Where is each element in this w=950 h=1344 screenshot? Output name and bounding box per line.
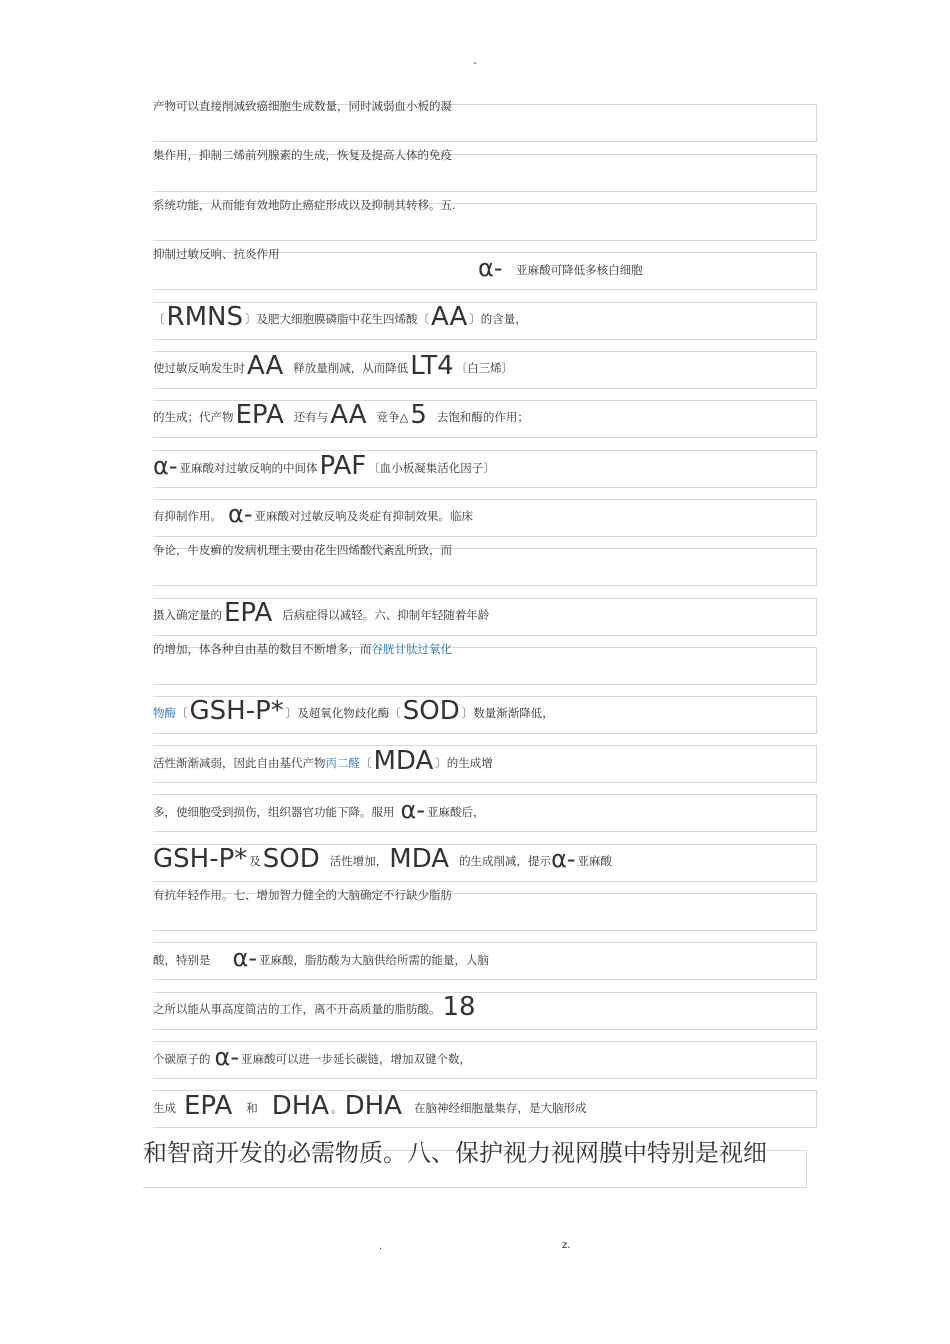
text-run: 及 [249,854,261,868]
text-run: 亚麻酸 [577,854,613,868]
term-lt4: LT4 [410,351,454,381]
alpha-symbol: α- [228,500,253,528]
text-run: 亚麻酸对过敏反响的中间体 [179,461,318,475]
text-run: 摄入确定量的 [153,608,222,622]
text-line [153,796,485,824]
text-line [153,500,473,528]
text-run: 亚麻酸对过敏反响及炎症有抑制效果。临床 [254,509,473,523]
term-epa: EPA [224,598,273,628]
term-aa: AA [330,400,367,430]
text-line [153,150,452,162]
text-run: 〔 [176,706,188,720]
text-run: 有抗年轻作用。七、增加智力健全的大脑确定不行缺少脂肪 [153,888,452,902]
footer-left-mark: . [379,1241,383,1252]
text-run: 有抑制作用。 [153,509,222,523]
text-run: 还有与 [293,410,329,424]
text-run: 酸，特别是 [153,953,211,967]
text-run: 的增加，体各种自由基的数目不断增多，而 [153,642,372,656]
text-line [153,101,452,113]
text-run: 在脑神经细胞量集存，是大脑形成 [413,1101,587,1115]
text-line [153,598,490,628]
term-aa: AA [430,302,468,332]
footer-right-mark: z. [562,1240,571,1251]
alpha-symbol: α- [232,944,257,972]
text-line [478,254,643,282]
header-mark: - [473,56,477,69]
text-run: 系统功能，从而能有效地防止癌症形成以及抑制其转移。五. [153,198,456,212]
alpha-symbol: α- [153,452,178,480]
text-line [153,1091,587,1121]
term-sod: SOD [262,844,320,874]
text-run: 产物可以直接削减致癌细胞生成数量，同时减弱血小板的凝 [153,99,452,113]
text-line [153,696,554,726]
term-mda: MDA [373,746,434,776]
text-run: 多，使细胞受到损伤，组织器官功能下降。服用 [153,805,395,819]
text-line [153,249,280,261]
text-run: 。 [331,1101,343,1115]
text-run: 〔血小板凝集活化因子〕 [368,461,495,475]
text-run: 〕及超氧化物歧化酶〔 [285,706,401,720]
alpha-symbol: α- [478,254,503,282]
alpha-symbol: α- [400,796,425,824]
paragraph-large-line: 和智商开发的必需物质。八、保护视力视网膜中特别是视细 [143,1139,767,1167]
text-line [153,992,478,1022]
text-run: 〕的含量， [469,312,527,326]
text-run: 抑制过敏反响、抗炎作用 [153,247,280,261]
text-line [153,944,489,972]
text-run: 生成 [153,1101,176,1115]
link-gsh-px[interactable]: 谷胱甘肽过氧化 [371,642,452,656]
text-run: 后病症得以减轻。六、抑制年轻随着年龄 [282,608,490,622]
text-run: 〔 [153,312,165,326]
text-run: 竞争△ [376,410,409,424]
text-run: 〔 [360,756,372,770]
text-run: 亚麻酸可降低多核白细胞 [516,263,643,277]
text-run: 的生成；代产物 [153,410,234,424]
text-line [153,400,529,430]
text-line [153,351,514,381]
text-run: 释放量削减，从而降低 [293,361,409,375]
text-run: 活性渐渐减弱，因此自由基代产物 [153,756,326,770]
text-run: 〔白三烯〕 [455,361,514,375]
text-line [153,844,613,874]
text-line [153,890,452,902]
text-run: 和 [246,1101,258,1115]
term-mda: MDA [389,844,450,874]
text-line [153,746,493,776]
text-run: 亚麻酸可以进一步延长碳链，增加双键个数， [240,1052,471,1066]
text-line [153,644,452,656]
text-run: 使过敏反响发生时 [153,361,245,375]
link-mda[interactable]: 丙二醛 [325,756,360,770]
text-run: 去饱和酶的作用； [436,410,529,424]
text-line [153,545,452,557]
alpha-symbol: α- [551,845,576,873]
alpha-symbol: α- [214,1043,239,1071]
text-run: 活性增加， [329,854,388,868]
link-enzyme[interactable]: 物酶 [153,706,176,720]
term-epa: EPA [184,1091,233,1121]
term-aa: AA [247,351,284,381]
text-line [153,302,527,332]
term-paf: PAF [319,451,367,481]
text-run: 集作用，抑制二烯前列腺素的生成，恢复及提高人体的免疫 [153,148,452,162]
text-line [153,451,495,481]
term-dha: DHA [344,1091,402,1121]
text-line [153,200,456,212]
term-dha: DHA [271,1091,330,1121]
text-run: 的生成削减，提示 [459,854,552,868]
term-epa: EPA [235,400,284,430]
text-run: 亚麻酸，脂肪酸为大脑供给所需的能量，人脑 [258,953,489,967]
term-5: 5 [410,400,427,430]
text-run: 〕及肥大细胞膜磷脂中花生四烯酸〔 [244,312,429,326]
term-sod: SOD [402,696,460,726]
number-18: 18 [442,992,476,1022]
text-run: 〕数量渐渐降低， [461,706,554,720]
term-gsh-p: GSH-P* [189,696,284,726]
term-rmns: RMNS [166,302,243,332]
text-run: 〕的生成增 [435,756,493,770]
text-run: 亚麻酸后， [426,805,485,819]
text-run: 个碳原子的 [153,1052,211,1066]
text-line [153,1043,471,1071]
term-gsh-p: GSH-P* [153,844,248,874]
text-run: 争论，牛皮癣的发病机理主要由花生四烯酸代紊乱所致，而 [153,543,452,557]
text-run: 之所以能从事高度简洁的工作，离不开高质量的脂肪酸。 [153,1002,441,1016]
